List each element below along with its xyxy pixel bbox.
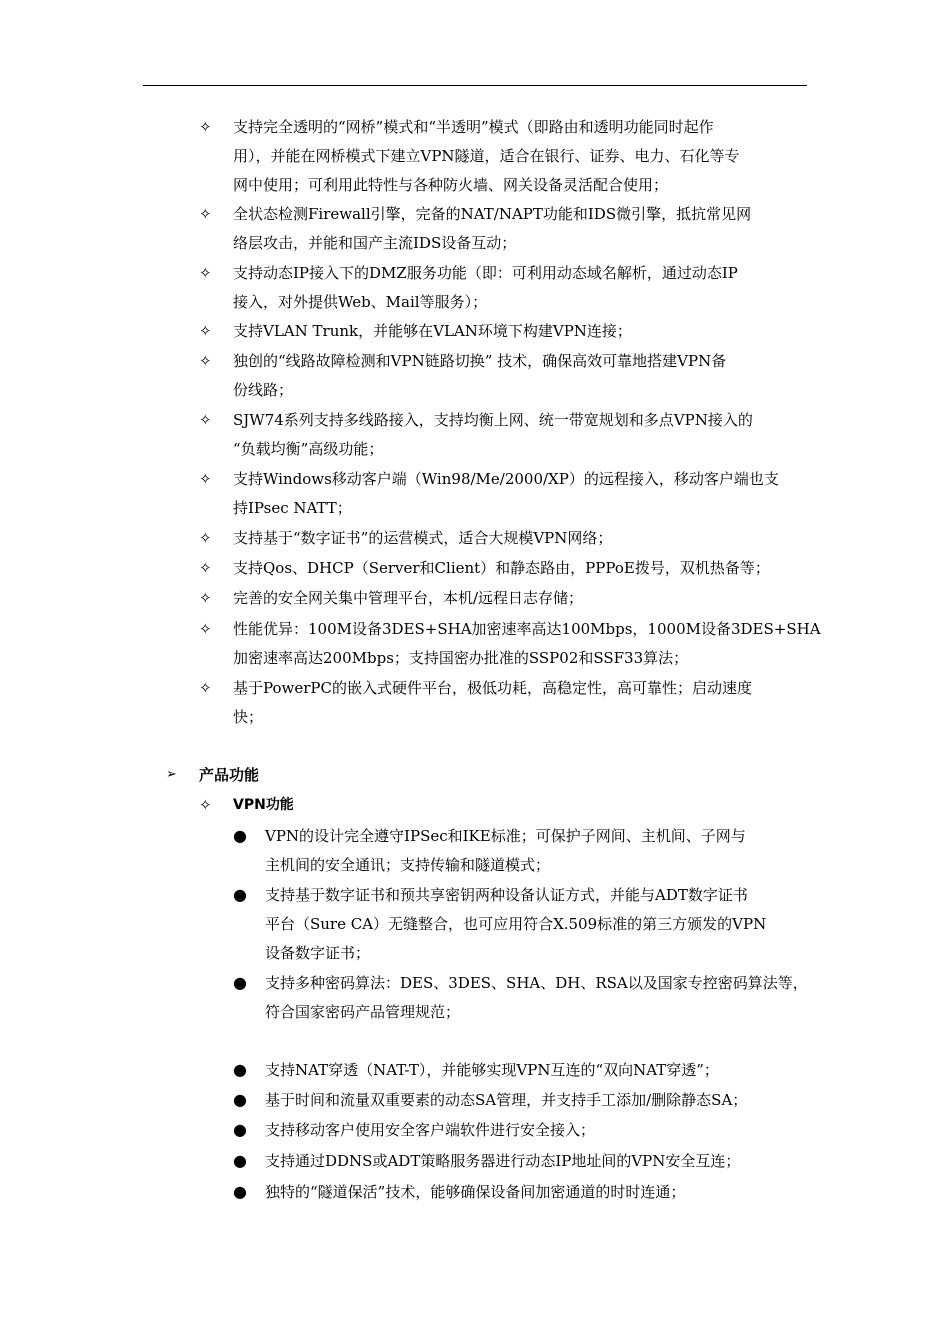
diamond-bullet-icon: ✧ — [199, 470, 212, 488]
item-text-line: 平台（Sure CA）无缝整合，也可应用符合X.509标准的第三方颁发的VPN — [265, 915, 767, 933]
item-text-line: SJW74系列支持多线路接入，支持均衡上网、统一带宽规划和多点VPN接入的 — [233, 411, 753, 429]
item-text-line: 支持VLAN Trunk，并能够在VLAN环境下构建VPN连接； — [233, 322, 632, 340]
diamond-bullet-icon: ✧ — [199, 620, 212, 638]
item-text-line: 支持Windows移动客户端（Win98/Me/2000/XP）的远程接入，移动客户端也支 — [233, 470, 779, 488]
section-title: 产品功能 — [199, 766, 260, 784]
item-text-line: 支持基于数字证书和预共享密钥两种设备认证方式，并能与ADT数字证书 — [265, 886, 748, 904]
item-text-line: 符合国家密码产品管理规范； — [265, 1003, 461, 1021]
item-text-line: 份线路； — [233, 381, 294, 399]
item-text-line: 基于时间和流量双重要素的动态SA管理，并支持手工添加/删除静态SA； — [265, 1091, 748, 1109]
dot-bullet-icon: ● — [233, 1182, 247, 1201]
item-text-line: 支持基于“数字证书”的运营模式，适合大规模VPN网络； — [233, 529, 613, 547]
item-text-line: 支持完全透明的“网桥”模式和“半透明”模式（即路由和透明功能同时起作 — [233, 118, 714, 136]
dot-bullet-icon: ● — [233, 973, 247, 992]
item-text-line: 接入，对外提供Web、Mail等服务）； — [233, 293, 488, 311]
diamond-bullet-icon: ✧ — [199, 679, 212, 697]
item-text-line: “负载均衡”高级功能； — [233, 440, 384, 458]
subsection-title: VPN功能 — [233, 797, 294, 813]
diamond-bullet-icon: ✧ — [199, 352, 212, 370]
diamond-bullet-icon: ✧ — [199, 529, 212, 547]
item-text-line: 支持动态IP接入下的DMZ服务功能（即：可利用动态域名解析，通过动态IP — [233, 264, 738, 282]
item-text-line: 用），并能在网桥模式下建立VPN隧道，适合在银行、证券、电力、石化等专 — [233, 147, 740, 165]
item-text-line: 独特的“隧道保活”技术，能够确保设备间加密通道的时时连通； — [265, 1183, 686, 1201]
diamond-bullet-icon: ✧ — [199, 559, 212, 577]
dot-bullet-icon: ● — [233, 1060, 247, 1079]
item-text-line: 性能优异：100M设备3DES+SHA加密速率高达100Mbps，1000M设备3DES+SHA — [233, 620, 821, 638]
diamond-bullet-icon: ✧ — [199, 264, 212, 282]
diamond-bullet-icon: ✧ — [199, 205, 212, 223]
header-rule — [143, 85, 807, 86]
item-text-line: 支持NAT穿透（NAT-T），并能够实现VPN互连的“双向NAT穿透”； — [265, 1061, 719, 1079]
item-text-line: VPN的设计完全遵守IPSec和IKE标准；可保护子网间、主机间、子网与 — [265, 827, 746, 845]
item-text-line: 设备数字证书； — [265, 944, 371, 962]
dot-bullet-icon: ● — [233, 1151, 247, 1170]
item-text-line: 全状态检测Firewall引擎，完备的NAT/NAPT功能和IDS微引擎，抵抗常见网 — [233, 205, 752, 223]
item-text-line: 完善的安全网关集中管理平台，本机/远程日志存储； — [233, 589, 584, 607]
item-text-line: 网中使用；可利用此特性与各种防火墙、网关设备灵活配合使用； — [233, 176, 669, 194]
dot-bullet-icon: ● — [233, 826, 247, 845]
item-text-line: 快； — [233, 708, 264, 726]
item-text-line: 持IPsec NATT； — [233, 499, 352, 517]
item-text-line: 基于PowerPC的嵌入式硬件平台，极低功耗，高稳定性，高可靠性；启动速度 — [233, 679, 752, 697]
diamond-bullet-icon: ✧ — [199, 322, 212, 340]
diamond-bullet-icon: ✧ — [199, 411, 212, 429]
item-text-line: 支持通过DDNS或ADT策略服务器进行动态IP地址间的VPN安全互连； — [265, 1152, 741, 1170]
diamond-bullet-icon: ✧ — [199, 796, 212, 814]
arrow-bullet-icon: ➢ — [166, 767, 177, 782]
item-text-line: 支持Qos、DHCP（Server和Client）和静态路由，PPPoE拨号，双机热备等； — [233, 559, 770, 577]
item-text-line: 加密速率高达200Mbps；支持国密办批准的SSP02和SSF33算法； — [233, 649, 689, 667]
item-text-line: 支持多种密码算法：DES、3DES、SHA、DH、RSA以及国家专控密码算法等， — [265, 974, 808, 992]
diamond-bullet-icon: ✧ — [199, 118, 212, 136]
dot-bullet-icon: ● — [233, 1120, 247, 1139]
item-text-line: 络层攻击，并能和国产主流IDS设备互动； — [233, 234, 517, 252]
item-text-line: 支持移动客户使用安全客户端软件进行安全接入； — [265, 1121, 596, 1139]
item-text-line: 主机间的安全通讯；支持传输和隧道模式； — [265, 856, 551, 874]
dot-bullet-icon: ● — [233, 885, 247, 904]
item-text-line: 独创的“线路故障检测和VPN链路切换” 技术，确保高效可靠地搭建VPN备 — [233, 352, 727, 370]
dot-bullet-icon: ● — [233, 1090, 247, 1109]
diamond-bullet-icon: ✧ — [199, 589, 212, 607]
